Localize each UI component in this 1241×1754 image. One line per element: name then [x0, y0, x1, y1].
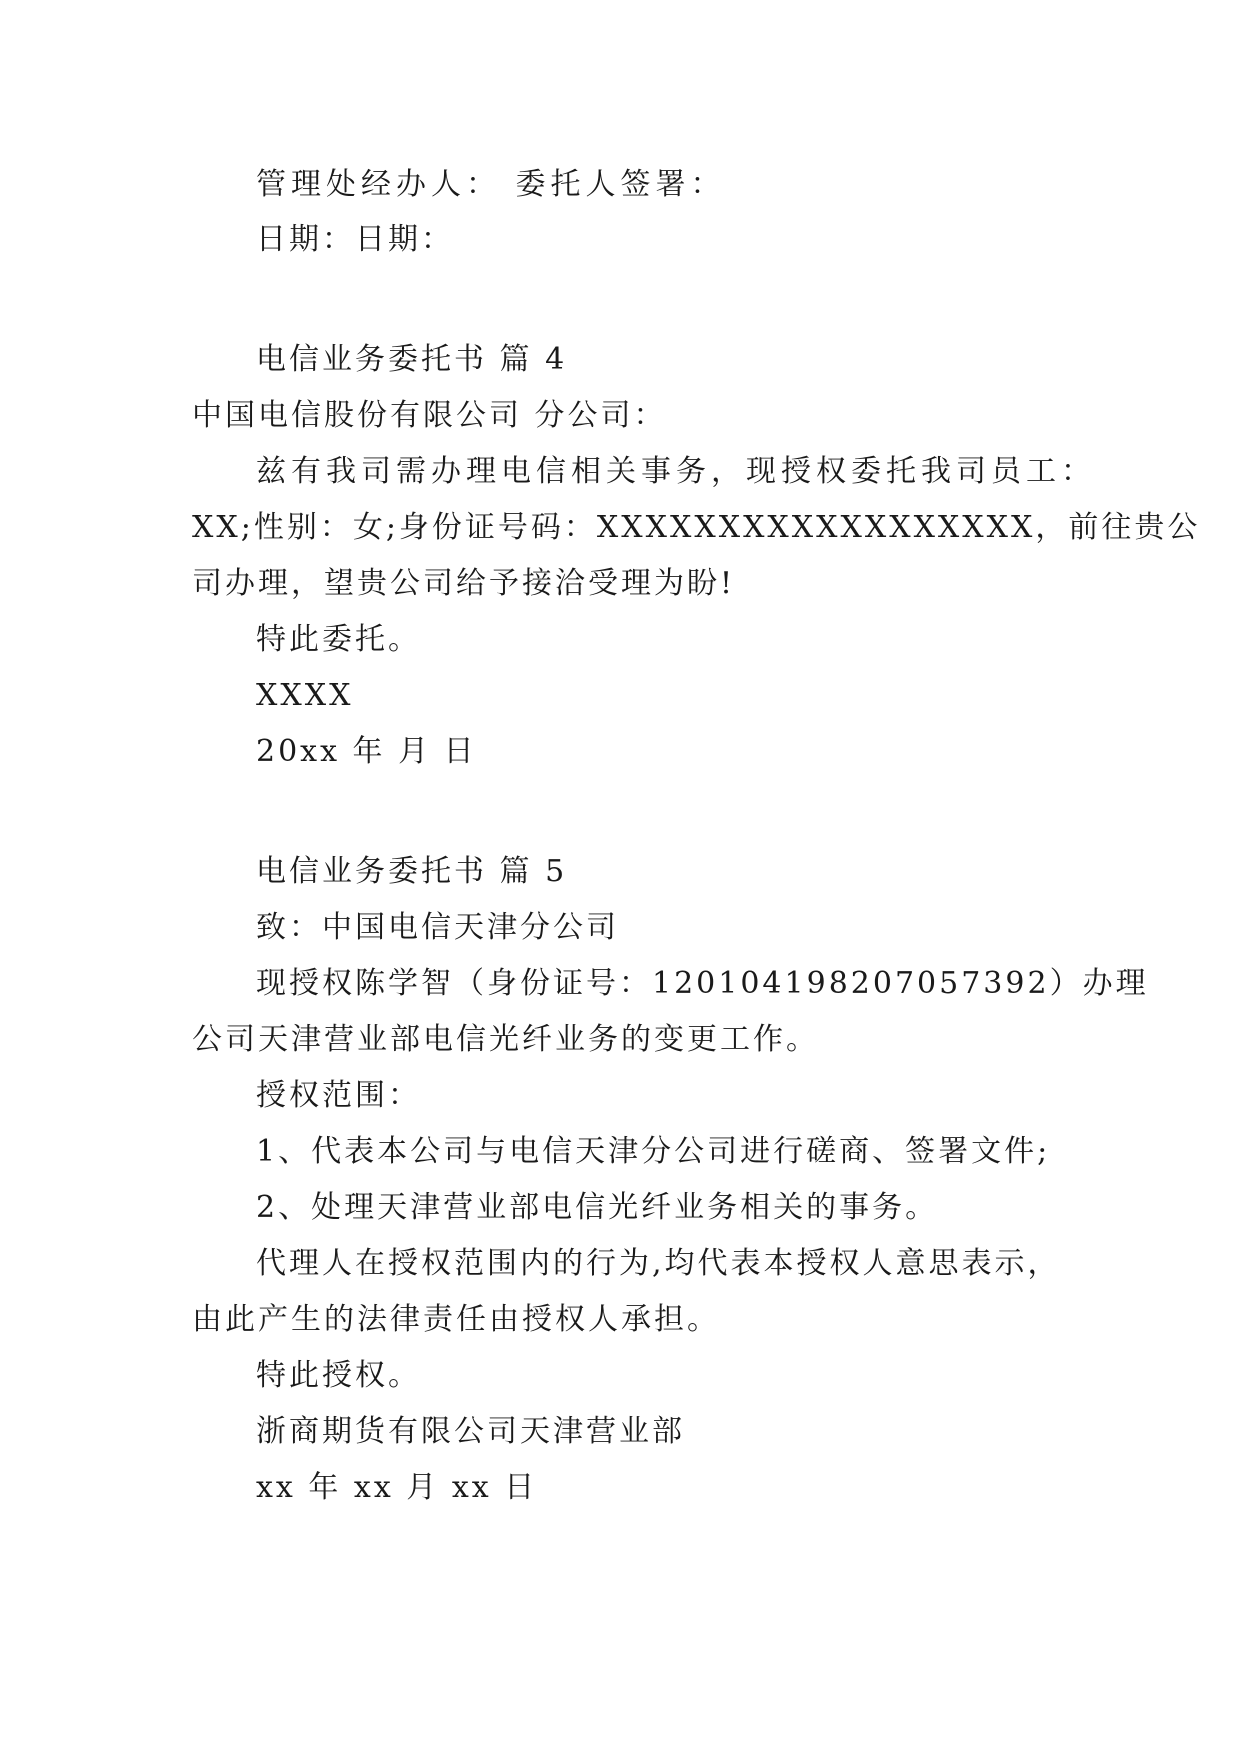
section4-title: 电信业务委托书 篇 4: [256, 342, 568, 377]
section4-body-line: XX;性别：女;身份证号码：XXXXXXXXXXXXXXXXXX，前往贵公: [192, 510, 1201, 545]
section4-closing: 特此委托。: [256, 622, 421, 657]
section4-date: 20xx 年 月 日: [256, 734, 477, 769]
section5-to: 致：中国电信天津分公司: [256, 910, 619, 945]
section5-scope-item: 2、处理天津营业部电信光纤业务相关的事务。: [256, 1190, 939, 1225]
section5-title: 电信业务委托书 篇 5: [256, 854, 568, 889]
section5-closing: 特此授权。: [256, 1358, 421, 1393]
section4-body-line: 兹有我司需办理电信相关事务，现授权委托我司员工：: [256, 454, 1096, 489]
section4-addressee: 中国电信股份有限公司 分公司：: [192, 398, 667, 433]
section5-auth-line: 公司天津营业部电信光纤业务的变更工作。: [192, 1022, 819, 1057]
section5-scope-item: 1、代表本公司与电信天津分公司进行磋商、签署文件;: [256, 1134, 1051, 1169]
section5-liability-line: 代理人在授权范围内的行为,均代表本授权人意思表示，: [256, 1246, 1061, 1281]
section4-signer: XXXX: [256, 678, 354, 713]
section5-date: xx 年 xx 月 xx 日: [256, 1470, 538, 1505]
section5-auth-line: 现授权陈学智（身份证号：120104198207057392）办理: [256, 966, 1149, 1001]
section5-signer: 浙商期货有限公司天津营业部: [256, 1414, 685, 1449]
date-line: 日期：日期：: [256, 222, 454, 257]
signature-line: 管理处经办人： 委托人签署：: [256, 167, 726, 202]
section5-liability-line: 由此产生的法律责任由授权人承担。: [192, 1302, 720, 1337]
section4-body-line: 司办理，望贵公司给予接洽受理为盼!: [192, 566, 736, 601]
section5-scope-title: 授权范围：: [256, 1078, 421, 1113]
